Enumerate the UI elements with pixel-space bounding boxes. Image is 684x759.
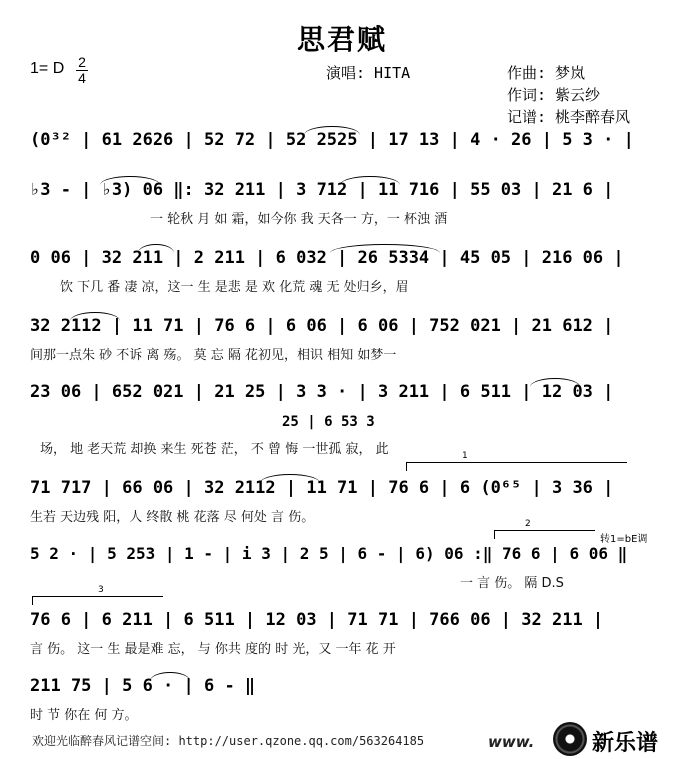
- notation-line: 32 2112 | 11 71 | 76 6 | 6 06 | 6 06 | 752 021 | 21 612 |: [30, 316, 614, 336]
- footer-link-text: 欢迎光临醉春风记谱空间: http://user.qzone.qq.com/563264185: [32, 734, 425, 748]
- lyrics-line: 场， 地 老天荒 却换 来生 死苍 茫， 不 曾 悔 一世孤 寂， 此: [40, 442, 389, 457]
- notation-line: 0 06 | 32 211 | 2 211 | 6 032 | 26 5334 | 45 05 | 216 06 |: [30, 248, 624, 268]
- slur-mark: [304, 126, 360, 135]
- volta-bracket-3: 3: [32, 596, 163, 605]
- slur-mark: [70, 312, 120, 321]
- notation-line: 5 2 · | 5 253 | 1 - | i 3 | 2 5 | 6 - | 6) 06 :‖ 76 6 | 6 06 ‖: [30, 544, 628, 563]
- watermark-text: www.: [488, 733, 535, 751]
- lyrics-line: 一 言 伤。 隔 D.S: [460, 576, 564, 591]
- key-signature: 1= D: [30, 60, 65, 77]
- lyrics-line: 时 节 你在 何 方。: [30, 708, 138, 723]
- slur-mark: [150, 672, 190, 681]
- composer-credit: 作曲: 梦岚: [507, 64, 586, 82]
- lyrics-line: 间那一点朱 砂 不诉 离 殇。 莫 忘 隔 花初见，相识 相知 如梦一: [30, 348, 397, 363]
- notation-line: (0³² | 61 2626 | 52 72 | 52 2525 | 17 13 | 4 · 26 | 5 3 · |: [30, 130, 634, 150]
- slur-mark: [340, 176, 400, 185]
- slur-mark: [330, 244, 440, 253]
- alternate-notation: 25 | 6 53 3: [282, 414, 375, 430]
- slur-mark: [100, 176, 160, 185]
- time-signature-top: 2: [78, 54, 86, 70]
- lyrics-line: 生若 天边残 阳，人 终散 桃 花落 尽 何处 言 伤。: [30, 510, 315, 525]
- slur-mark: [260, 474, 320, 483]
- lyrics-line: 一 轮秋 月 如 霜，如今你 我 天各一 方，一 杯浊 酒: [150, 212, 448, 227]
- transcriber-credit: 记谱: 桃李醉春风: [507, 108, 631, 126]
- slur-mark: [530, 378, 580, 387]
- notation-line: 71 717 | 66 06 | 32 2112 | 11 71 | 76 6 | 6 (0⁶⁵ | 3 36 |: [30, 478, 614, 498]
- notation-line: 76 6 | 6 211 | 6 511 | 12 03 | 71 71 | 766 06 | 32 211 |: [30, 610, 604, 630]
- notation-line: 23 06 | 652 021 | 21 25 | 3 3 · | 3 211 | 6 511 | 12 03 |: [30, 382, 614, 402]
- volta-bracket-1: 1: [406, 462, 627, 471]
- singer-credit: 演唱: HITA: [326, 64, 411, 82]
- time-signature: [76, 56, 88, 85]
- lyricist-credit: 作词: 紫云纱: [507, 86, 601, 104]
- song-title: 思君赋: [296, 23, 387, 56]
- time-signature-bottom: 4: [78, 70, 86, 86]
- lyrics-line: 言 伤。 这一 生 最是难 忘， 与 你共 度的 时 光，又 一年 花 开: [30, 642, 396, 657]
- lyrics-line: 饮 下几 番 凄 凉，这一 生 是悲 是 欢 化荒 魂 无 处归乡，眉: [60, 280, 409, 295]
- volta-bracket-2: 2: [494, 530, 595, 539]
- notation-line: 211 75 | 5 6 · | 6 - ‖: [30, 676, 256, 696]
- notation-line: ♭3 - | ♭3) 06 ‖: 32 211 | 3 712 | 11 716 | 55 03 | 21 6 |: [30, 180, 614, 200]
- brand-name: 新乐谱: [592, 731, 659, 756]
- record-logo-icon: [553, 722, 587, 756]
- slur-mark: [138, 244, 174, 253]
- key-change-note: 转1=bE调: [600, 534, 648, 545]
